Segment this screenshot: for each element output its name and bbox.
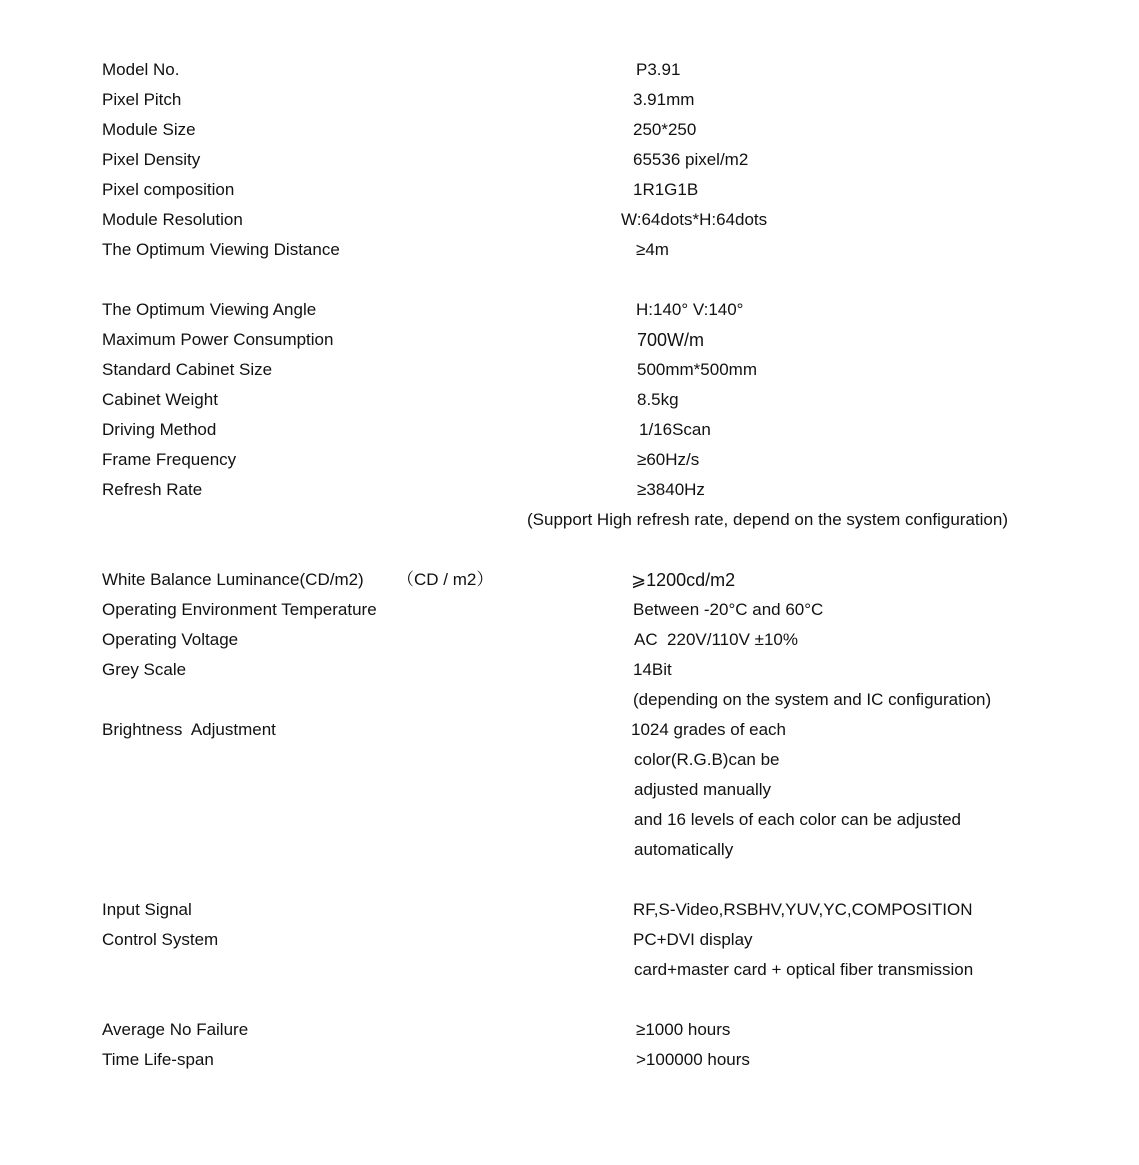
cabinet-weight-label: Cabinet Weight	[102, 390, 218, 409]
frame-frequency-label: Frame Frequency	[102, 450, 237, 469]
white-balance-value: ⩾1200cd/m2	[631, 570, 736, 590]
frame-frequency-value: ≥60Hz/s	[637, 450, 700, 469]
viewing-angle-label: The Optimum Viewing Angle	[102, 300, 317, 319]
model-no-value: P3.91	[636, 60, 681, 79]
pixel-composition-label: Pixel composition	[102, 180, 235, 199]
brightness-adjustment-line-4: and 16 levels of each color can be adjusted	[634, 810, 962, 829]
brightness-adjustment-line-3: adjusted manually	[634, 780, 772, 799]
pixel-density-value: 65536 pixel/m2	[633, 150, 749, 169]
module-size-value: 250*250	[633, 120, 697, 139]
life-span-value: >100000 hours	[636, 1050, 750, 1069]
control-system-line-2: card+master card + optical fiber transmission	[634, 960, 974, 979]
cabinet-size-value: 500mm*500mm	[637, 360, 757, 379]
input-signal-value: RF,S-Video,RSBHV,YUV,YC,COMPOSITION	[633, 900, 973, 919]
operating-temperature-label: Operating Environment Temperature	[102, 600, 377, 619]
power-consumption-value: 700W/m	[637, 330, 705, 350]
operating-temperature-value: Between -20°C and 60°C	[633, 600, 824, 619]
white-balance-label: White Balance Luminance(CD/m2)	[102, 570, 364, 589]
control-system-line-1: PC+DVI display	[633, 930, 753, 949]
operating-voltage-label: Operating Voltage	[102, 630, 239, 649]
average-no-failure-value: ≥1000 hours	[636, 1020, 731, 1039]
white-balance-unit-note: （CD / m2）	[397, 570, 494, 589]
operating-voltage-value: AC 220V/110V ±10%	[634, 630, 799, 649]
grey-scale-value: 14Bit	[633, 660, 672, 679]
grey-scale-label: Grey Scale	[102, 660, 187, 679]
brightness-adjustment-line-2: color(R.G.B)can be	[634, 750, 780, 769]
pixel-composition-value: 1R1G1B	[633, 180, 699, 199]
brightness-adjustment-line-5: automatically	[634, 840, 734, 859]
viewing-distance-value: ≥4m	[636, 240, 669, 259]
average-no-failure-label: Average No Failure	[102, 1020, 249, 1039]
cabinet-weight-value: 8.5kg	[637, 390, 679, 409]
pixel-pitch-value: 3.91mm	[633, 90, 695, 109]
module-size-label: Module Size	[102, 120, 196, 139]
grey-scale-note: (depending on the system and IC configuration)	[633, 690, 992, 709]
refresh-rate-label: Refresh Rate	[102, 480, 203, 499]
life-span-label: Time Life-span	[102, 1050, 214, 1069]
input-signal-label: Input Signal	[102, 900, 192, 919]
viewing-distance-label: The Optimum Viewing Distance	[102, 240, 340, 259]
model-no-label: Model No.	[102, 60, 180, 79]
brightness-adjustment-label: Brightness Adjustment	[102, 720, 276, 739]
pixel-density-label: Pixel Density	[102, 150, 201, 169]
refresh-rate-note: (Support High refresh rate, depend on the system configuration)	[527, 510, 1008, 529]
refresh-rate-value: ≥3840Hz	[637, 480, 705, 499]
control-system-label: Control System	[102, 930, 219, 949]
pixel-pitch-label: Pixel Pitch	[102, 90, 182, 109]
power-consumption-label: Maximum Power Consumption	[102, 330, 334, 349]
driving-method-label: Driving Method	[102, 420, 217, 439]
driving-method-value: 1/16Scan	[639, 420, 711, 439]
module-resolution-value: W:64dots*H:64dots	[621, 210, 768, 229]
cabinet-size-label: Standard Cabinet Size	[102, 360, 273, 379]
brightness-adjustment-line-1: 1024 grades of each	[631, 720, 787, 739]
viewing-angle-value: H:140° V:140°	[636, 300, 744, 319]
module-resolution-label: Module Resolution	[102, 210, 243, 229]
